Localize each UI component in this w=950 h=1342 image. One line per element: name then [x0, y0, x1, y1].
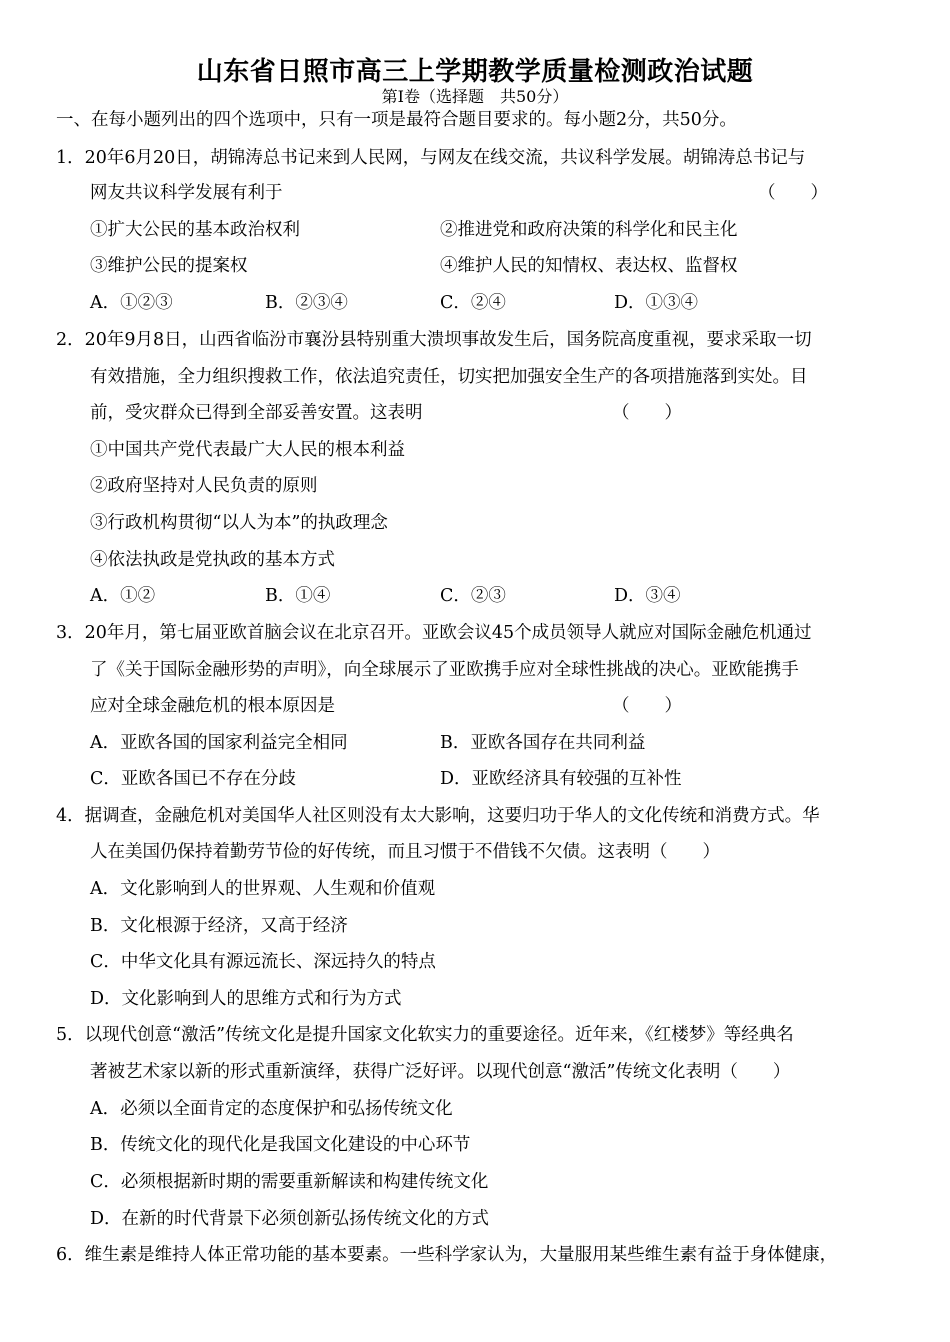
question-text-line: 网友共议科学发展有利于 [90, 183, 283, 203]
choice-c: C．亚欧各国已不存在分歧 [90, 769, 296, 789]
statement-item: ③行政机构贯彻“以人为本”的执政理念 [90, 513, 388, 533]
choice-d: D．亚欧经济具有较强的互补性 [440, 769, 682, 789]
question-text-line: 有效措施，全力组织搜救工作，依法追究责任，切实把加强安全生产的各项措施落到实处。目 [90, 367, 808, 387]
question-text-line: 应对全球金融危机的根本原因是 [90, 696, 335, 716]
choice-d: D．文化影响到人的思维方式和行为方式 [90, 989, 402, 1009]
page-title: 山东省日照市高三上学期教学质量检测政治试题 [196, 57, 754, 87]
question-text-line: 了《关于国际金融形势的声明》，向全球展示了亚欧携手应对全球性挑战的决心。亚欧能携手 [90, 660, 799, 680]
answer-blank: （ ） [612, 403, 682, 423]
statement-item: ②政府坚持对人民负责的原则 [90, 476, 318, 496]
question-text-line: 3．20年月，第七届亚欧首脑会议在北京召开。亚欧会议45个成员领导人就应对国际金融危机通过 [56, 623, 812, 643]
statement-item: ②推进党和政府决策的科学化和民主化 [440, 220, 738, 240]
instructions: 一、在每小题列出的四个选项中，只有一项是最符合题目要求的。每小题2分，共50分。 [56, 110, 737, 130]
statement-item: ④依法执政是党执政的基本方式 [90, 550, 335, 570]
choice-c: C．中华文化具有源远流长、深远持久的特点 [90, 952, 436, 972]
choice-c: C．②④ [440, 293, 506, 313]
choice-b: B．亚欧各国存在共同利益 [440, 733, 646, 753]
question-text-line: 5．以现代创意“激活”传统文化是提升国家文化软实力的重要途径。近年来，《红楼梦》等经典名 [56, 1025, 794, 1045]
choice-b: B．②③④ [265, 293, 348, 313]
choice-c: C．必须根据新时期的需要重新解读和构建传统文化 [90, 1172, 489, 1192]
question-text-line: 4．据调查，金融危机对美国华人社区则没有太大影响，这要归功于华人的文化传统和消费方式。华 [56, 806, 820, 826]
choice-b: B．文化根源于经济，又高于经济 [90, 916, 348, 936]
choice-a: A．①② [90, 586, 156, 606]
question-text-line: 1．20年6月20日，胡锦涛总书记来到人民网，与网友在线交流，共议科学发展。胡锦涛总书记与 [56, 148, 806, 168]
choice-a: A．亚欧各国的国家利益完全相同 [90, 733, 348, 753]
question-text-line: 2．20年9月8日，山西省临汾市襄汾县特别重大溃坝事故发生后，国务院高度重视，要求采取一切 [56, 330, 812, 350]
statement-item: ④维护人民的知情权、表达权、监督权 [440, 256, 738, 276]
choice-a: A．必须以全面肯定的态度保护和弘扬传统文化 [90, 1099, 453, 1119]
statement-item: ①中国共产党代表最广大人民的根本利益 [90, 440, 405, 460]
answer-blank: （ ） [612, 696, 682, 716]
choice-c: C．②③ [440, 586, 506, 606]
question-text-line: 前，受灾群众已得到全部妥善安置。这表明 [90, 403, 423, 423]
choice-d: D．③④ [614, 586, 681, 606]
statement-item: ③维护公民的提案权 [90, 256, 248, 276]
choice-a: A．①②③ [90, 293, 173, 313]
question-text-line: 著被艺术家以新的形式重新演绎，获得广泛好评。以现代创意“激活”传统文化表明（ ） [90, 1062, 791, 1082]
choice-d: D．①③④ [614, 293, 699, 313]
section-subtitle: 第Ⅰ卷（选择题 共50分） [381, 87, 569, 106]
question-text-line: 6．维生素是维持人体正常功能的基本要素。一些科学家认为，大量服用某些维生素有益于身体健康， [56, 1245, 838, 1265]
choice-a: A．文化影响到人的世界观、人生观和价值观 [90, 879, 436, 899]
question-text-line: 人在美国仍保持着勤劳节俭的好传统，而且习惯于不借钱不欠债。这表明（ ） [90, 842, 720, 862]
choice-d: D．在新的时代背景下必须创新弘扬传统文化的方式 [90, 1209, 490, 1229]
choice-b: B．传统文化的现代化是我国文化建设的中心环节 [90, 1135, 471, 1155]
answer-blank: （ ） [758, 183, 828, 203]
choice-b: B．①④ [265, 586, 331, 606]
statement-item: ①扩大公民的基本政治权利 [90, 220, 300, 240]
